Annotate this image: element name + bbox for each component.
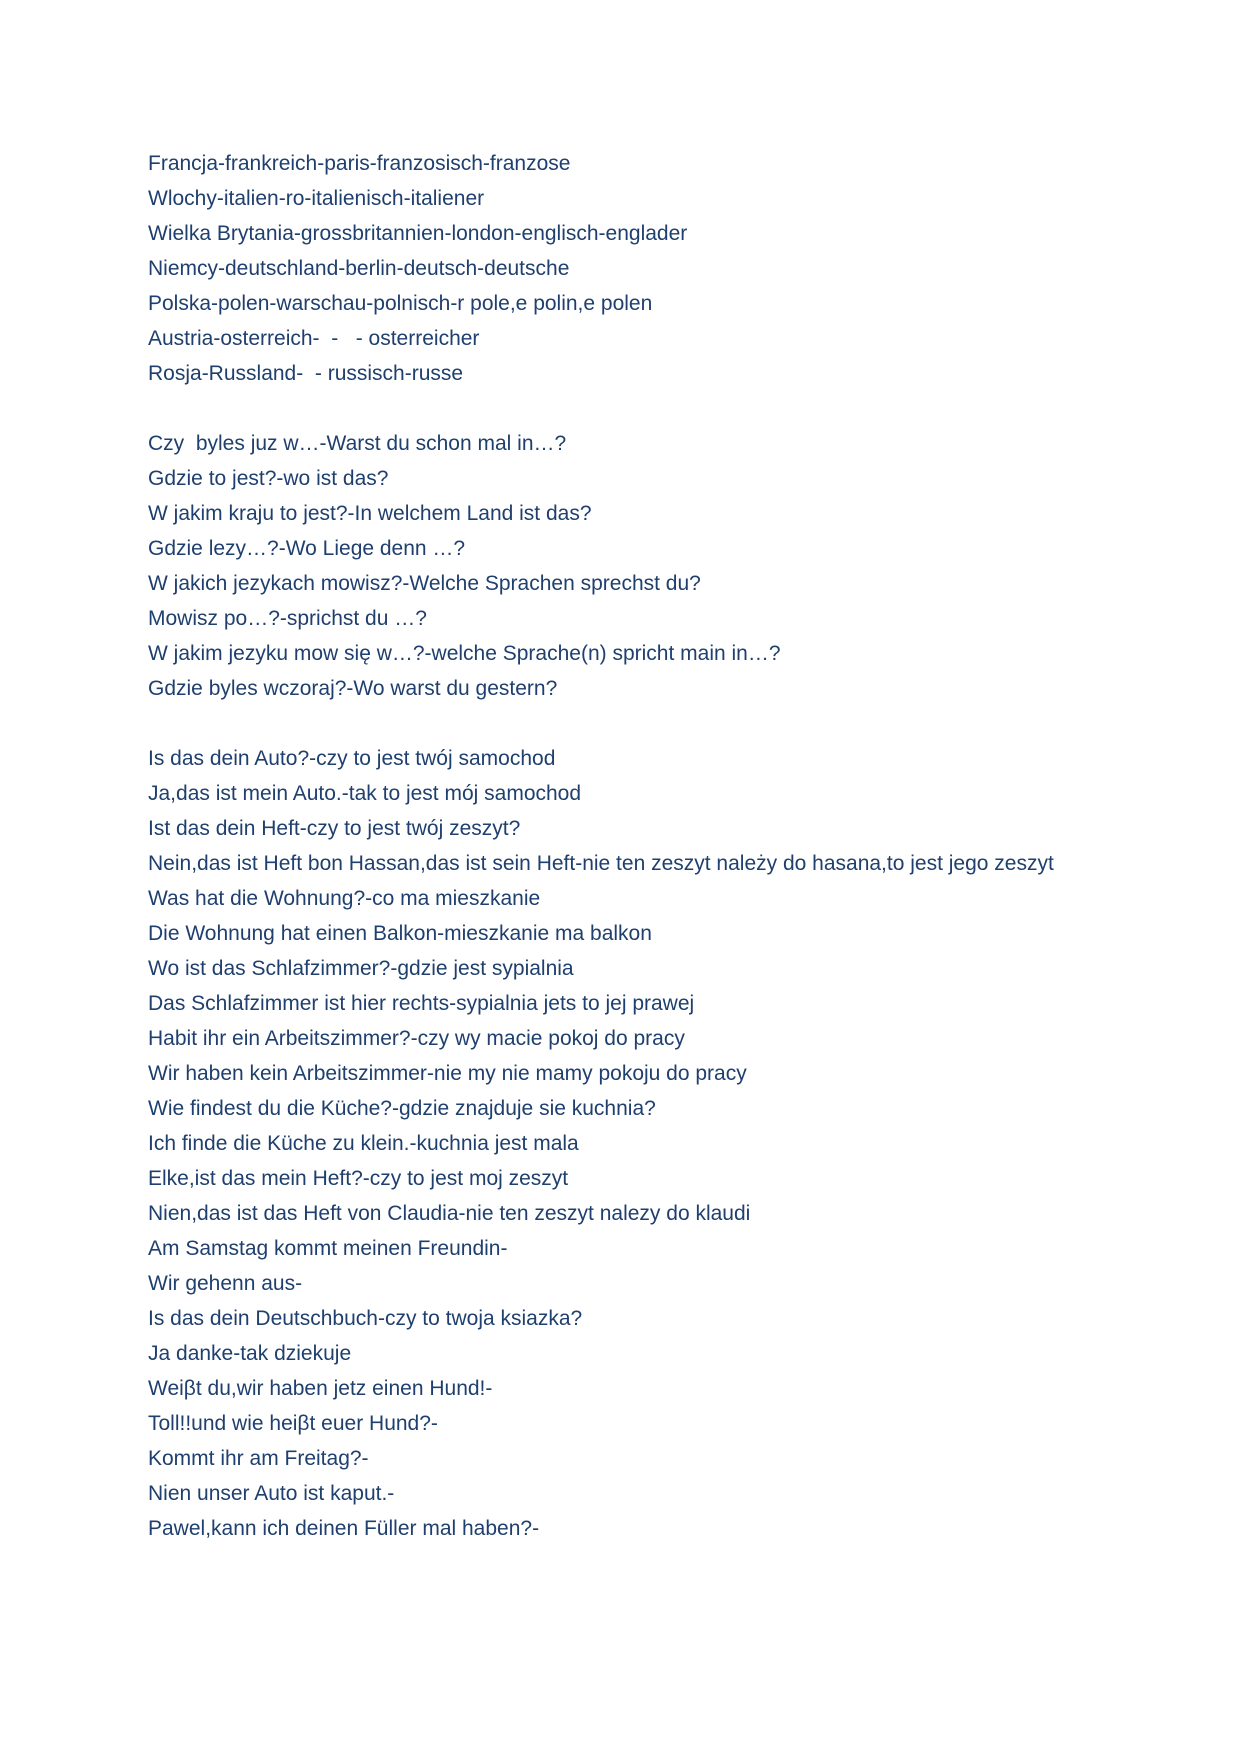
text-line: Gdzie byles wczoraj?-Wo warst du gestern? [148, 677, 558, 700]
text-line: Wie findest du die Küche?-gdzie znajduje sie kuchnia? [148, 1097, 656, 1120]
text-line: Czy byles juz w…-Warst du schon mal in…? [148, 432, 567, 455]
text-line: Was hat die Wohnung?-co ma mieszkanie [148, 887, 541, 910]
text-line: Pawel,kann ich deinen Füller mal haben?- [148, 1517, 540, 1540]
text-line: Polska-polen-warschau-polnisch-r pole,e polin,e polen [148, 292, 653, 315]
text-line: Gdzie to jest?-wo ist das? [148, 467, 389, 490]
text-line: Ich finde die Küche zu klein.-kuchnia jest mala [148, 1132, 579, 1155]
text-line: W jakich jezykach mowisz?-Welche Sprachen sprechst du? [148, 572, 701, 595]
text-line: Elke,ist das mein Heft?-czy to jest moj zeszyt [148, 1167, 569, 1190]
text-section-3 [148, 741, 1088, 1546]
section-spacer [148, 706, 1088, 741]
text-line: Weiβt du,wir haben jetz einen Hund!- [148, 1377, 493, 1400]
text-line: Francja-frankreich-paris-franzosisch-franzose [148, 152, 571, 175]
text-line: Wielka Brytania-grossbritannien-london-englisch-englader [148, 222, 688, 245]
text-line: Toll!!und wie heiβt euer Hund?- [148, 1412, 438, 1435]
text-line: Nien,das ist das Heft von Claudia-nie ten zeszyt nalezy do klaudi [148, 1202, 751, 1225]
document-body [148, 146, 1088, 1546]
text-line: Niemcy-deutschland-berlin-deutsch-deutsche [148, 257, 570, 280]
text-line: Kommt ihr am Freitag?- [148, 1447, 369, 1470]
text-line: Wo ist das Schlafzimmer?-gdzie jest sypialnia [148, 957, 574, 980]
text-line: Nein,das ist Heft bon Hassan,das ist sein Heft-nie ten zeszyt należy do hasana,to jest jego zeszyt [148, 852, 1054, 875]
text-line: Am Samstag kommt meinen Freundin- [148, 1237, 508, 1260]
text-line: Wlochy-italien-ro-italienisch-italiener [148, 187, 485, 210]
text-line: Das Schlafzimmer ist hier rechts-sypialnia jets to jej prawej [148, 992, 695, 1015]
text-line: Wir gehenn aus- [148, 1272, 303, 1295]
text-line: Is das dein Deutschbuch-czy to twoja ksiazka? [148, 1307, 583, 1330]
text-section-1 [148, 146, 1088, 391]
text-line: W jakim kraju to jest?-In welchem Land ist das? [148, 502, 592, 525]
text-line: Wir haben kein Arbeitszimmer-nie my nie mamy pokoju do pracy [148, 1062, 747, 1085]
text-line: Ja danke-tak dziekuje [148, 1342, 352, 1365]
text-line: Nien unser Auto ist kaput.- [148, 1482, 395, 1505]
text-line: Die Wohnung hat einen Balkon-mieszkanie ma balkon [148, 922, 652, 945]
text-line: W jakim jezyku mow się w…?-welche Sprache(n) spricht main in…? [148, 642, 781, 665]
text-line: Mowisz po…?-sprichst du …? [148, 607, 427, 630]
text-section-2 [148, 426, 1088, 706]
text-line: Austria-osterreich- - - osterreicher [148, 327, 480, 350]
text-line: Habit ihr ein Arbeitszimmer?-czy wy macie pokoj do pracy [148, 1027, 685, 1050]
text-line: Is das dein Auto?-czy to jest twój samochod [148, 747, 556, 770]
text-line: Ja,das ist mein Auto.-tak to jest mój samochod [148, 782, 582, 805]
section-spacer [148, 391, 1088, 426]
text-line: Gdzie lezy…?-Wo Liege denn …? [148, 537, 466, 560]
text-line: Rosja-Russland- - russisch-russe [148, 362, 464, 385]
text-line: Ist das dein Heft-czy to jest twój zeszyt? [148, 817, 521, 840]
